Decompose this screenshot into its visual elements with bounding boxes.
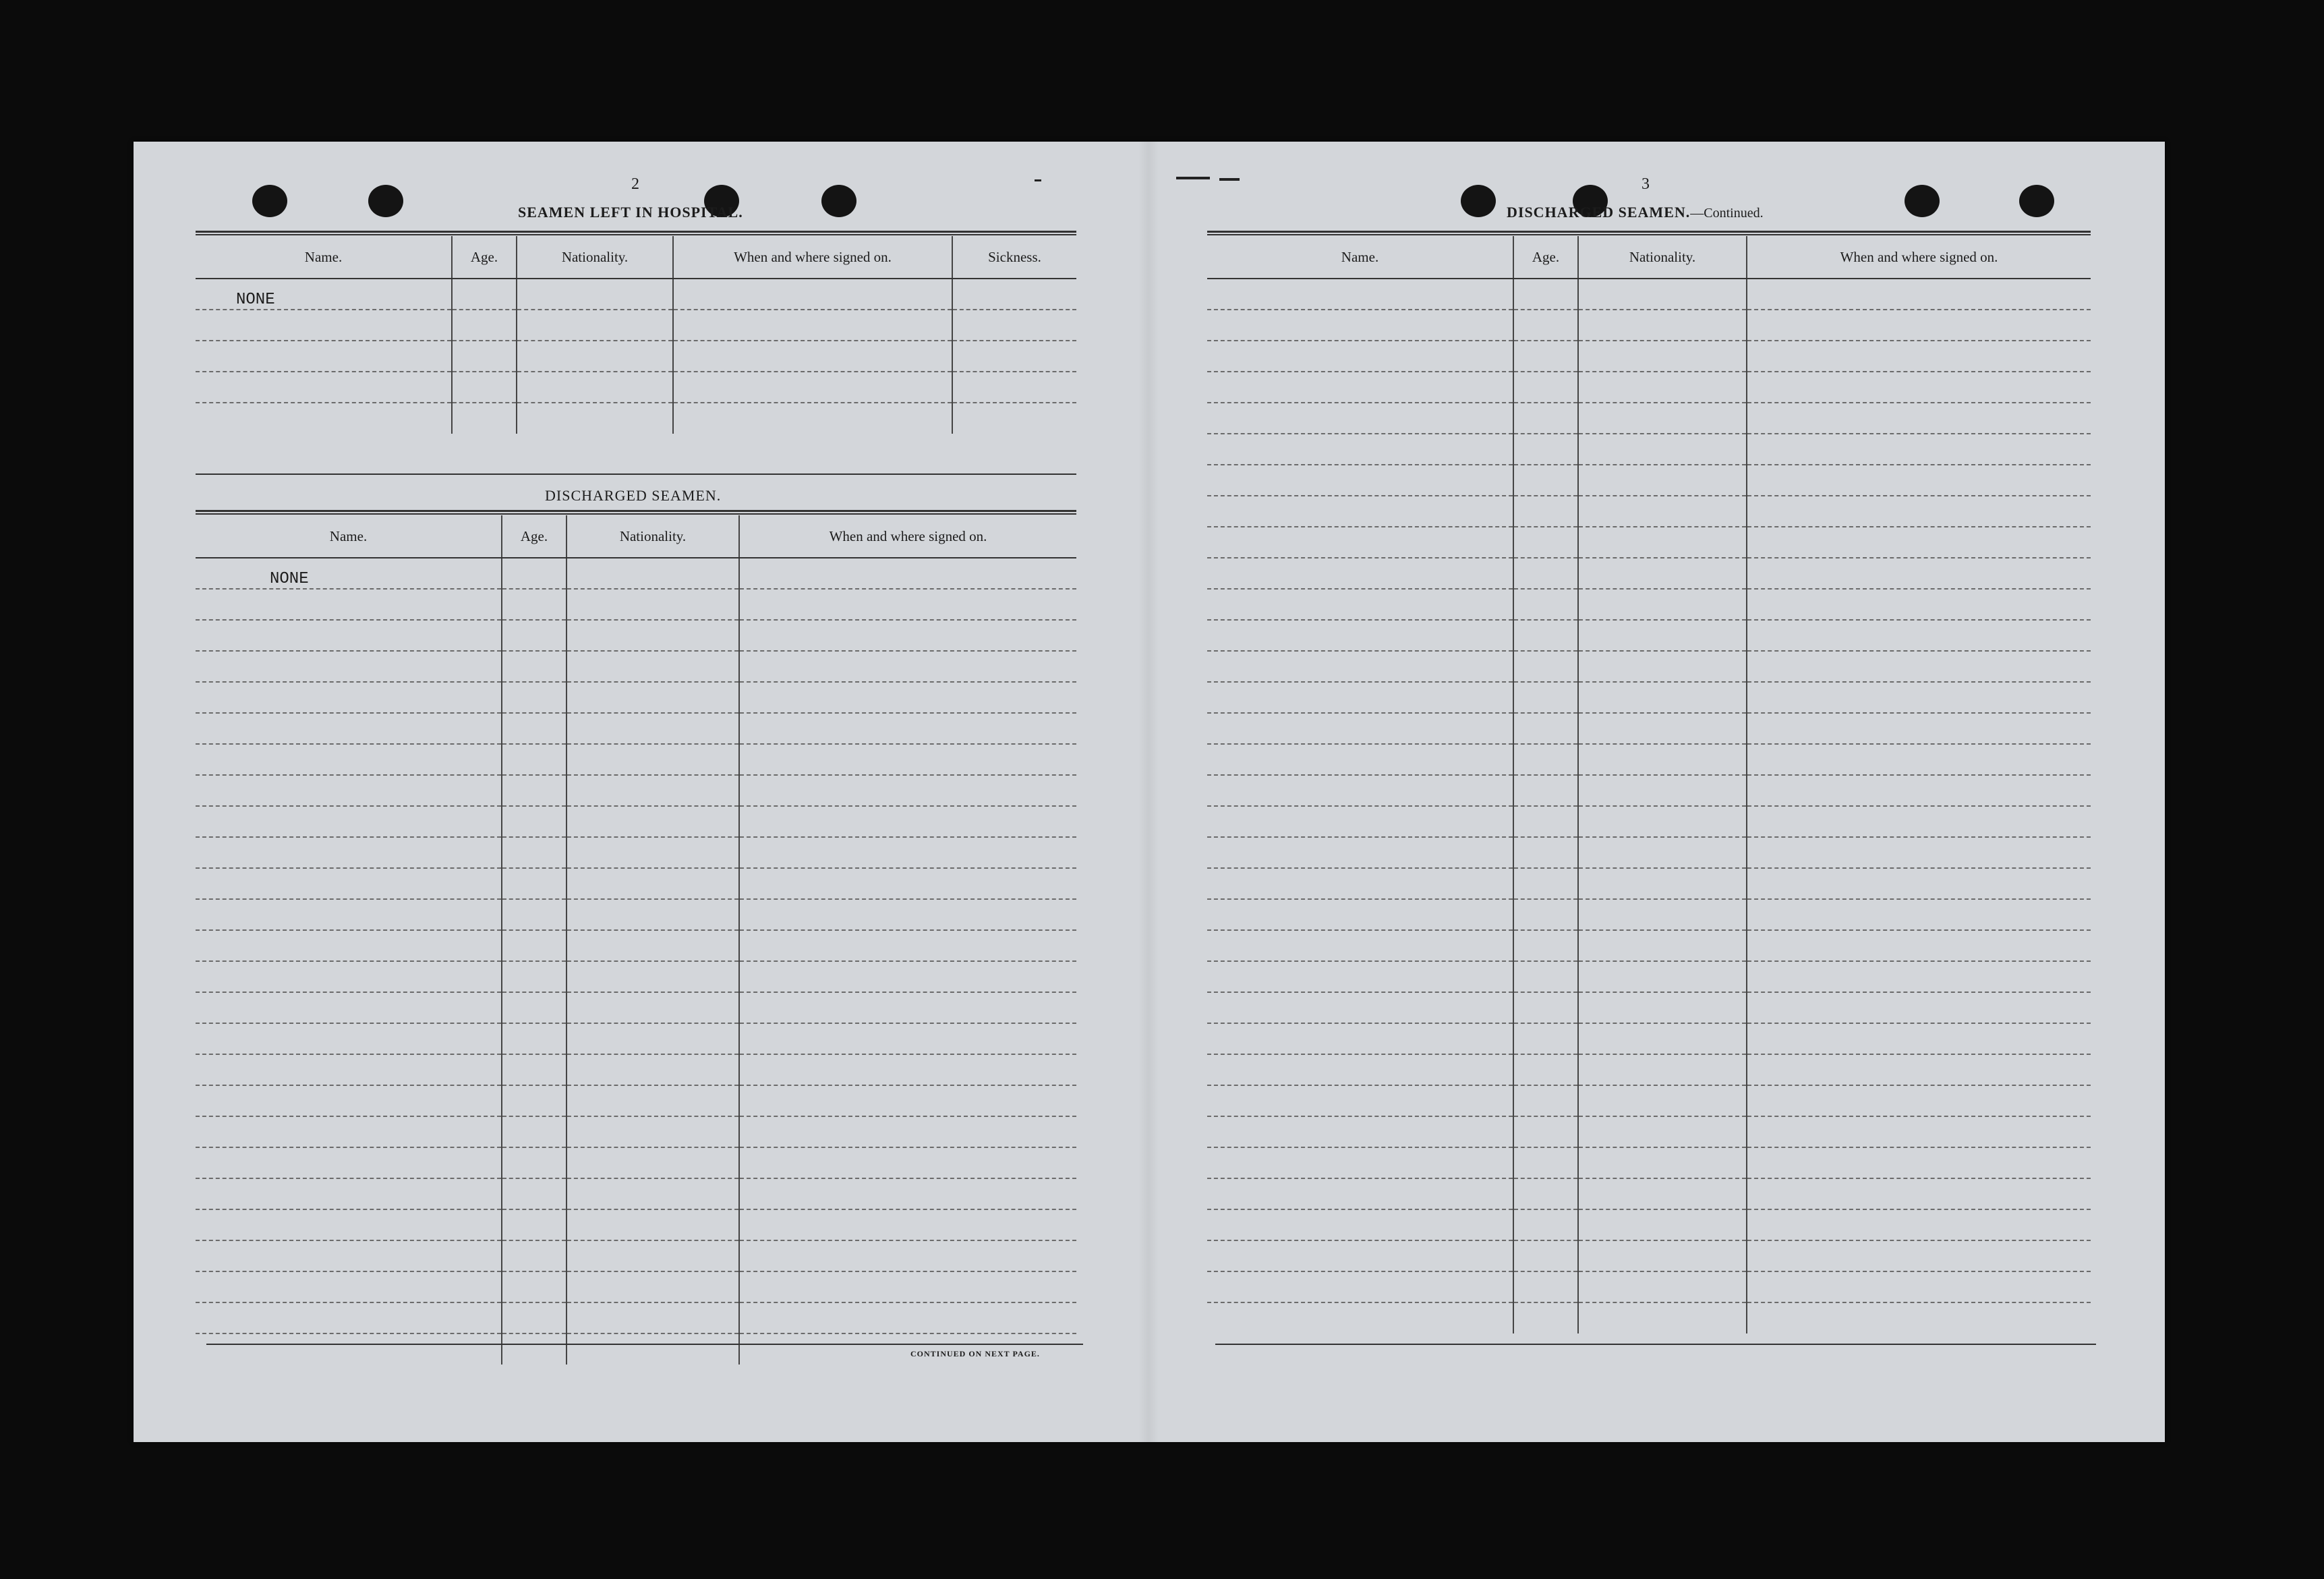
table-row: [196, 1054, 1076, 1085]
punch-hole: [1461, 185, 1496, 217]
column-header-age: Age.: [452, 236, 517, 279]
continued-footnote: CONTINUED ON NEXT PAGE.: [910, 1349, 1040, 1358]
ledger-sheet: [134, 142, 2165, 1442]
column-header-signed-on: When and where signed on.: [739, 515, 1076, 558]
column-header-age: Age.: [502, 515, 567, 558]
column-header-signed-on: When and where signed on.: [673, 236, 952, 279]
table-row: [1207, 775, 2091, 806]
column-header-nationality: Nationality.: [1578, 236, 1747, 279]
table-row: [196, 1116, 1076, 1147]
table-row: [1207, 744, 2091, 775]
hospital-entry-name: NONE: [196, 279, 452, 310]
table-row: [196, 992, 1076, 1023]
discharged-left-bottom-rule: [206, 1344, 1083, 1345]
table-row: [1207, 589, 2091, 620]
table-row: [1207, 1054, 2091, 1085]
discharged-entry-name: NONE: [196, 558, 502, 589]
table-row: [1207, 279, 2091, 310]
table-row: [1207, 496, 2091, 527]
table-row: [196, 651, 1076, 682]
table-row: [196, 682, 1076, 713]
discharged-section-title: DISCHARGED SEAMEN.: [545, 487, 722, 504]
table-row: [1207, 1023, 2091, 1054]
table-row: [196, 1240, 1076, 1271]
table-row: [196, 620, 1076, 651]
table-row: [1207, 527, 2091, 558]
ink-speck: [1035, 179, 1041, 181]
punch-hole: [1905, 185, 1940, 217]
table-row: [1207, 930, 2091, 961]
column-header-nationality: Nationality.: [517, 236, 673, 279]
table-row: [196, 1023, 1076, 1054]
table-row: [196, 372, 1076, 403]
table-row: [1207, 1116, 2091, 1147]
table-row: [1207, 682, 2091, 713]
punch-hole: [252, 185, 287, 217]
hospital-section-title: SEAMEN LEFT IN HOSPITAL.: [518, 204, 743, 221]
table-row: [1207, 1240, 2091, 1271]
table-row: [1207, 1302, 2091, 1333]
table-row: [1207, 403, 2091, 434]
punch-hole: [368, 185, 403, 217]
column-header-name: Name.: [196, 515, 502, 558]
punch-hole: [821, 185, 856, 217]
table-row: [196, 341, 1076, 372]
table-row: [1207, 868, 2091, 899]
right-top-rule: [1207, 231, 2091, 235]
table-row: [1207, 310, 2091, 341]
table-row: [196, 403, 1076, 434]
table-row: [196, 1147, 1076, 1178]
table-row: [196, 1178, 1076, 1209]
column-header-name: Name.: [196, 236, 452, 279]
table-row: [1207, 713, 2091, 744]
table-row: [196, 744, 1076, 775]
table-row: [196, 589, 1076, 620]
table-row: [196, 310, 1076, 341]
page-number-right: 3: [1642, 175, 1650, 193]
punch-hole: [2019, 185, 2054, 217]
table-row: [196, 961, 1076, 992]
table-row: [1207, 961, 2091, 992]
discharged-continued-suffix: —Continued.: [1690, 206, 1764, 221]
table-row: [1207, 372, 2091, 403]
page-gutter: [1138, 142, 1159, 1442]
table-row: [1207, 434, 2091, 465]
ink-speck: [1176, 177, 1210, 179]
table-row: [1207, 341, 2091, 372]
table-row: [1207, 465, 2091, 496]
discharged-right-bottom-rule: [1215, 1344, 2096, 1345]
table-row: [196, 775, 1076, 806]
discharged-continued-title-main: DISCHARGED SEAMEN.: [1507, 204, 1691, 221]
table-row: [196, 1271, 1076, 1302]
table-row: [196, 558, 1076, 589]
column-header-age: Age.: [1513, 236, 1578, 279]
table-row: [196, 1085, 1076, 1116]
table-row: [1207, 899, 2091, 930]
table-row: [196, 806, 1076, 837]
table-row: [1207, 806, 2091, 837]
table-row: [196, 1302, 1076, 1333]
table-row: [1207, 992, 2091, 1023]
table-row: [1207, 651, 2091, 682]
ink-speck: [1219, 178, 1240, 181]
table-row: [196, 899, 1076, 930]
column-header-sickness: Sickness.: [952, 236, 1076, 279]
hospital-table: [196, 236, 1076, 434]
discharged-table-right: [1207, 236, 2091, 1333]
table-row: [196, 713, 1076, 744]
table-row: [196, 279, 1076, 310]
hospital-bottom-rule: [196, 473, 1076, 475]
column-header-nationality: Nationality.: [567, 515, 739, 558]
table-row: [196, 868, 1076, 899]
discharged-table-left: [196, 515, 1076, 1365]
table-row: [1207, 620, 2091, 651]
table-row: [1207, 1147, 2091, 1178]
hospital-top-rule: [196, 231, 1076, 235]
table-row: [1207, 1271, 2091, 1302]
table-row: [1207, 1178, 2091, 1209]
column-header-signed-on: When and where signed on.: [1747, 236, 2091, 279]
page-number-left: 2: [631, 175, 640, 193]
table-row: [196, 930, 1076, 961]
column-header-name: Name.: [1207, 236, 1513, 279]
table-row: [1207, 1085, 2091, 1116]
table-row: [1207, 558, 2091, 589]
discharged-continued-title: [1507, 204, 1764, 221]
table-row: [196, 837, 1076, 868]
table-row: [1207, 1209, 2091, 1240]
discharged-top-rule: [196, 510, 1076, 515]
table-row: [1207, 837, 2091, 868]
table-row: [196, 1209, 1076, 1240]
